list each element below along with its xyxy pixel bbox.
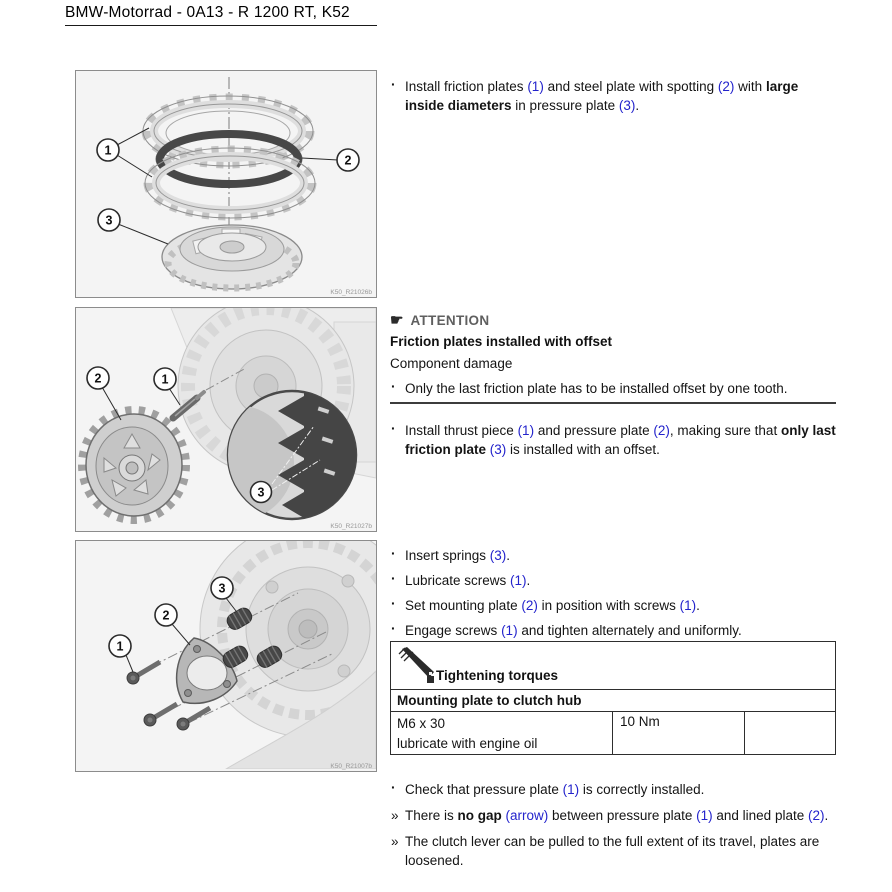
svg-text:3: 3 [218, 581, 226, 596]
attention-label: ATTENTION [410, 313, 490, 328]
figure-panel-clutch-plates [75, 70, 377, 298]
step-lubricate-screws [390, 571, 836, 590]
figure-watermark: K50_R21027b [330, 523, 372, 530]
attention-title: Friction plates installed with offset [390, 334, 613, 349]
text-segment: only last friction plate [405, 423, 836, 457]
text-segment: There is [405, 808, 458, 823]
text-segment: and lined plate [712, 808, 808, 823]
torque-value-cell: 10 Nm [613, 712, 745, 754]
text-segment: Set mounting plate [405, 598, 522, 613]
pressure-plate-disc [84, 412, 184, 518]
step-text [405, 77, 836, 115]
text-segment: , making sure that [669, 423, 781, 438]
note-text [405, 379, 836, 398]
text-segment: Only the last friction plate has to be installed offset by one tooth. [405, 381, 788, 396]
text-segment: Lubricate screws [405, 573, 511, 588]
bullet-dot: · [391, 620, 396, 636]
torque-table-row [391, 712, 835, 754]
pressure-plate [162, 225, 302, 289]
torque-table-title-row [391, 642, 835, 690]
result-no-gap [390, 806, 836, 825]
text-segment: Install thrust piece [405, 423, 518, 438]
part-ref-link[interactable]: (arrow) [505, 808, 549, 823]
step-text [405, 596, 836, 615]
figure-panel-mounting-plate [75, 540, 377, 772]
text-segment: is correctly installed. [579, 782, 705, 797]
text-segment: Engage screws [405, 623, 502, 638]
part-ref-link[interactable]: (1) [562, 782, 580, 797]
text-segment: and pressure plate [534, 423, 654, 438]
step-text [405, 621, 836, 640]
part-ref-link[interactable]: (1) [510, 573, 527, 588]
torque-table-section: Mounting plate to clutch hub [391, 690, 835, 712]
step-insert-springs [390, 546, 836, 565]
attention-divider [390, 402, 836, 404]
pointing-hand-icon: ☛ [390, 312, 404, 329]
bullet-dot: · [391, 570, 396, 586]
torque-table-title: Tightening torques [436, 668, 558, 683]
text-segment: . [635, 98, 640, 113]
pressure-plate-diagram [76, 308, 376, 529]
page-title: BMW-Motorrad - 0A13 - R 1200 RT, K52 [65, 4, 350, 21]
figure-watermark: K50_R21007b [330, 763, 372, 770]
text-segment: . [526, 573, 531, 588]
text-segment: with [734, 79, 766, 94]
attention-note [390, 379, 836, 398]
text-segment: . [696, 598, 700, 613]
svg-text:1: 1 [116, 639, 124, 654]
part-ref-link[interactable]: (3) [489, 548, 507, 563]
step-text [405, 546, 836, 565]
result-chevron: » [391, 808, 399, 823]
text-segment: no gap [457, 808, 502, 823]
step-set-mounting-plate [390, 596, 836, 615]
text-segment: . [824, 808, 829, 823]
bullet-dot: · [391, 779, 396, 795]
tightening-torque-table [390, 641, 836, 755]
result-text [405, 806, 836, 825]
callout-2 [87, 367, 121, 420]
figure-watermark: K50_R21026b [330, 289, 372, 296]
part-ref-link[interactable]: (1) [517, 423, 535, 438]
text-segment: and tighten alternately and uniformly. [517, 623, 742, 638]
part-ref-link[interactable]: (2) [717, 79, 735, 94]
text-segment: in pressure plate [511, 98, 619, 113]
text-segment: between pressure plate [548, 808, 697, 823]
callout-1 [109, 635, 133, 672]
part-ref-link[interactable]: (1) [527, 79, 544, 94]
part-ref-link[interactable]: (2) [807, 808, 825, 823]
torque-extra-cell [745, 712, 835, 754]
part-ref-link[interactable]: (1) [501, 623, 518, 638]
callout-2 [155, 604, 190, 645]
step-install-thrust-piece [390, 421, 836, 459]
attention-cause: Component damage [390, 356, 513, 371]
bullet-dot: · [391, 76, 396, 92]
bullet-dot: · [391, 545, 396, 561]
svg-text:2: 2 [162, 608, 170, 623]
svg-text:3: 3 [257, 485, 265, 500]
text-segment: Install friction plates [405, 79, 528, 94]
bullet-dot: · [391, 378, 396, 394]
step-check-pressure-plate [390, 780, 836, 799]
part-ref-link[interactable]: (3) [489, 442, 507, 457]
text-segment: and steel plate with spotting [543, 79, 718, 94]
bullet-dot: · [391, 595, 396, 611]
svg-text:2: 2 [344, 153, 352, 168]
text-segment: . [506, 548, 511, 563]
bullet-dot: · [391, 420, 396, 436]
callout-2 [302, 149, 359, 171]
text-segment: Check that pressure plate [405, 782, 563, 797]
part-ref-link[interactable]: (2) [521, 598, 538, 613]
mounting-plate-diagram [76, 541, 376, 769]
text-segment: Insert springs [405, 548, 490, 563]
text-segment: in position with screws [537, 598, 680, 613]
svg-text:1: 1 [161, 372, 169, 387]
attention-header [390, 311, 489, 329]
torque-spec: M6 x 30 [397, 716, 446, 731]
callout-3 [98, 209, 168, 244]
part-ref-link[interactable]: (1) [679, 598, 697, 613]
result-chevron: » [391, 834, 399, 849]
header-rule [65, 25, 377, 26]
step-install-friction-plates [390, 77, 836, 115]
figure-panel-pressure-plate [75, 307, 377, 532]
result-text [405, 832, 836, 870]
text-segment: The clutch lever can be pulled to the full extent of its travel, plates are loosened. [405, 834, 820, 868]
callout-3 [251, 482, 272, 503]
svg-text:2: 2 [94, 371, 102, 386]
torque-note: lubricate with engine oil [397, 736, 538, 751]
part-ref-link[interactable]: (3) [618, 98, 636, 113]
part-ref-link[interactable]: (1) [696, 808, 713, 823]
step-text [405, 780, 836, 799]
step-text [405, 571, 836, 590]
step-engage-screws [390, 621, 836, 640]
part-ref-link[interactable]: (2) [653, 423, 670, 438]
torque-spec-cell [391, 712, 613, 754]
step-text [405, 421, 836, 459]
callout-1 [154, 368, 180, 405]
svg-text:1: 1 [104, 143, 112, 158]
result-clutch-lever [390, 832, 836, 870]
svg-text:3: 3 [105, 213, 113, 228]
clutch-plates-diagram [76, 71, 376, 295]
text-segment: large inside diameters [405, 79, 799, 113]
text-segment: is installed with an offset. [506, 442, 660, 457]
